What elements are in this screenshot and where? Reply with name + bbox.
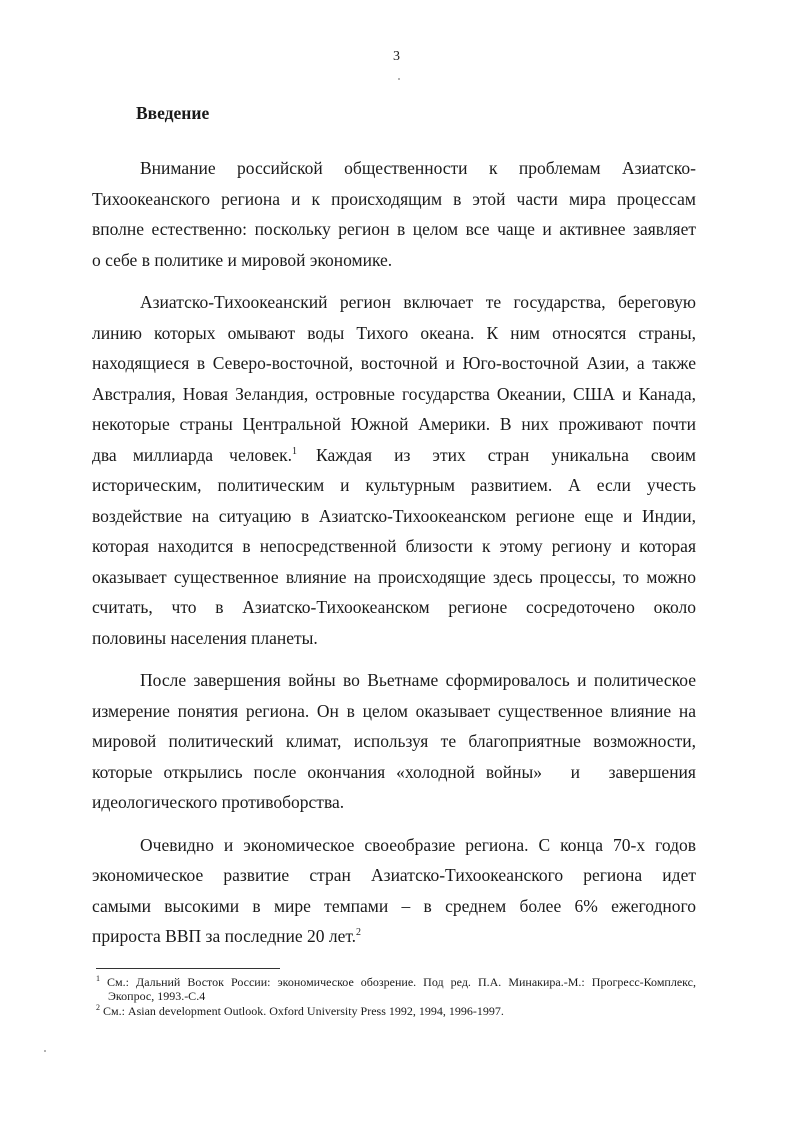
page-number: 3 xyxy=(393,49,400,64)
text-line: вполне естественно: поскольку регион в целом все чаще и активнее заявляет xyxy=(92,219,696,239)
text-fragment: которые открылись после окончания «холодной войны» xyxy=(92,761,542,782)
paragraph-4 xyxy=(92,830,696,952)
footnotes xyxy=(96,975,696,1019)
footnote-2 xyxy=(96,1004,696,1018)
paragraph-3 xyxy=(92,665,696,818)
text-line: воздействие на ситуацию в Азиатско-Тихоокеанском регионе еще и Индии, xyxy=(92,505,696,526)
text-line: линию которых омывают воды Тихого океана. К ним относятся страны, xyxy=(92,322,696,343)
text-fragment: и xyxy=(570,761,580,782)
text-line: оказывает существенное влияние на происходящие здесь процессы, то можно xyxy=(92,566,696,587)
text-fragment xyxy=(92,440,297,471)
scan-speck xyxy=(398,78,400,80)
text-line-with-footnote xyxy=(92,440,696,471)
text-line: Австралия, Новая Зеландия, островные государства Океании, США и Канада, xyxy=(92,383,696,404)
footnote-ref: 1 xyxy=(292,445,297,457)
paragraph-2 xyxy=(92,287,696,653)
text-line: самыми высокими в мире темпами – в среднем более 6% ежегодного xyxy=(92,895,696,916)
text-fragment: Каждая из этих стран уникальна своим xyxy=(316,444,696,465)
text-line: находящиеся в Северо-восточной, восточной и Юго-восточной Азии, а также xyxy=(92,353,696,373)
text-line: Внимание российской общественности к проблемам Азиатско- xyxy=(140,158,696,178)
text-line: измерение понятия региона. Он в целом оказывает существенное влияние на xyxy=(92,700,696,721)
footnote-number: 2 xyxy=(96,1003,100,1012)
text-line: о себе в политике и мировой экономике. xyxy=(92,249,393,270)
text-line: половины населения планеты. xyxy=(92,627,318,648)
scan-speck xyxy=(44,1050,46,1052)
text-fragment: прироста ВВП за последние 20 лет. xyxy=(92,926,357,946)
text-line: Очевидно и экономическое своеобразие региона. С конца 70-х годов xyxy=(140,834,696,855)
footnote-number: 1 xyxy=(96,974,100,983)
text-line: историческим, политическим и культурным развитием. А если учесть xyxy=(92,475,696,495)
text-line: экономическое развитие стран Азиатско-Тихоокеанского региона идет xyxy=(92,865,696,885)
footnote-1 xyxy=(96,975,696,1003)
text-word: человек.$^1$ xyxy=(229,444,297,465)
text-line: идеологического противоборства. xyxy=(92,792,345,812)
footnote-separator xyxy=(96,968,280,969)
paragraph-1 xyxy=(92,153,696,275)
footnote-ref: 2 xyxy=(356,927,362,939)
footnote-line xyxy=(96,1004,696,1018)
text-line: Азиатско-Тихоокеанский регион включает те государства, береговую xyxy=(140,292,696,312)
section-heading: Введение xyxy=(136,103,210,123)
text-line: После завершения войны во Вьетнаме сформировалось и политическое xyxy=(140,670,696,690)
footnote-text: См.: Asian development Outlook. Oxford University Press 1992, 1994, 1996-1997. xyxy=(103,1004,504,1018)
text-line: которая находится в непосредственной близости к этому региону и которая xyxy=(92,536,696,556)
footnote-line: Экопрос, 1993.-С.4 xyxy=(108,989,206,1003)
text-line-with-footnote xyxy=(92,921,696,952)
text-fragment: завершения xyxy=(608,761,696,782)
body-text xyxy=(92,153,696,964)
text-line xyxy=(92,757,696,788)
text-line: считать, что в Азиатско-Тихоокеанском регионе сосредоточено около xyxy=(92,597,696,617)
footnote-line xyxy=(96,975,696,989)
footnote-text: См.: Дальний Восток России: экономическое обозрение. Под ред. П.А. Минакира.-М.: Прогресс-Комплекс, xyxy=(107,975,697,989)
text-word: два xyxy=(92,444,117,465)
text-word: миллиарда xyxy=(132,444,214,465)
text-line: Тихоокеанского региона и к происходящим в этой части мира процессам xyxy=(92,188,696,209)
text-line: некоторые страны Центральной Южной Америки. В них проживают почти xyxy=(92,414,696,434)
text-line: мировой политический климат, используя те благоприятные возможности, xyxy=(92,731,696,751)
